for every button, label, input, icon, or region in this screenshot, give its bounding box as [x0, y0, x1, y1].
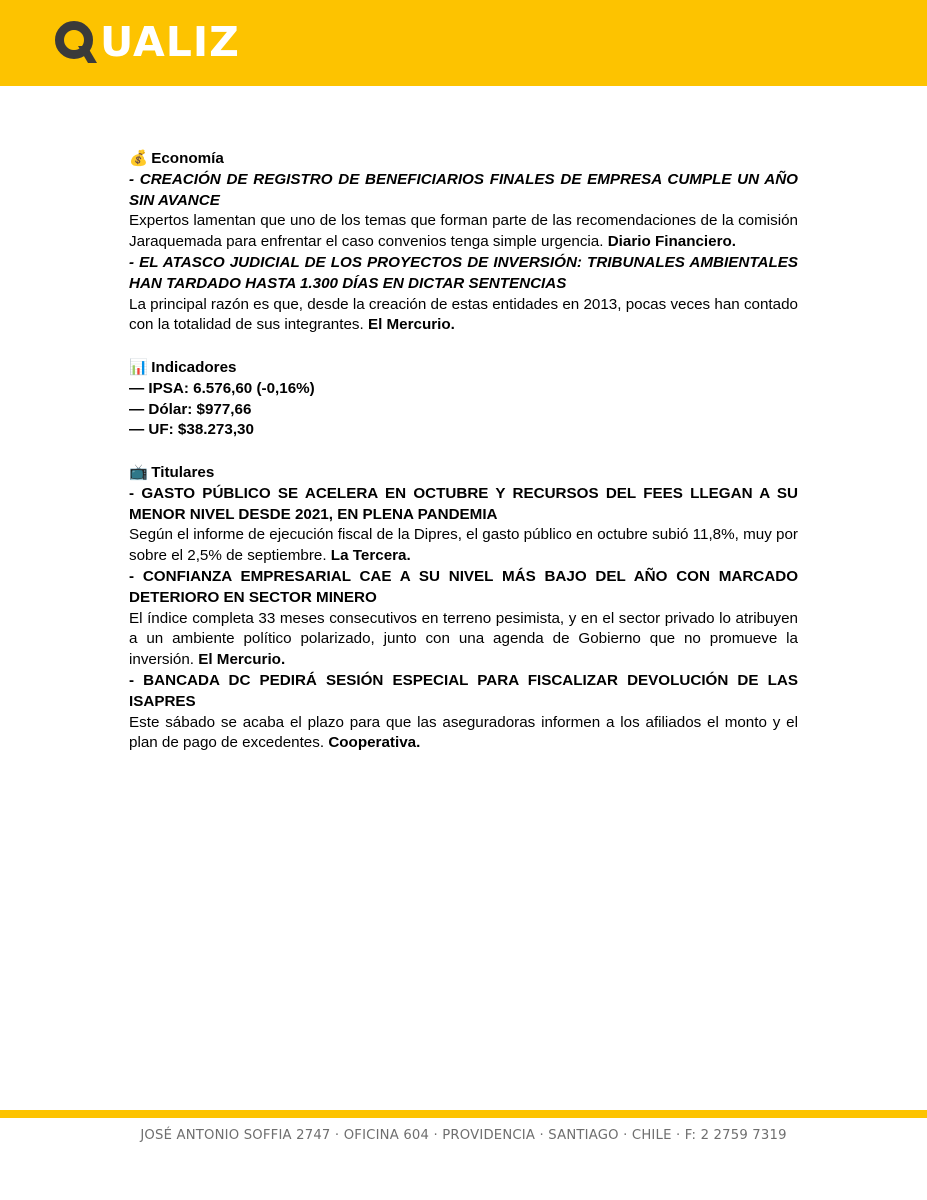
news-headline: - CREACIÓN DE REGISTRO DE BENEFICIARIOS FINALES DE EMPRESA CUMPLE UN AÑO SIN AVANCE — [129, 170, 798, 209]
section-title-text: Indicadores — [151, 358, 237, 376]
news-body: Este sábado se acaba el plazo para que las aseguradoras informen a los afiliados el monto y el plan de pago de excedentes. Cooperativa. — [129, 713, 798, 752]
footer-address: JOSÉ ANTONIO SOFFIA 2747 · OFICINA 604 · PROVIDENCIA · SANTIAGO · CHILE · F: 2 2759 7319 — [140, 1128, 787, 1143]
news-source: Diario Financiero. — [607, 233, 736, 251]
logo-text: UALIZ — [100, 18, 240, 66]
news-body: La principal razón es que, desde la creación de estas entidades en 2013, pocas veces han contado con la totalidad de sus integrantes. El Mercurio. — [129, 295, 798, 334]
news-body: Expertos lamentan que uno de los temas que forman parte de las recomendaciones de la comisión Jaraquemada para enfrentar el caso convenios tenga simple urgencia. Diario Financiero. — [129, 212, 798, 251]
section-indicadores-title — [129, 357, 798, 379]
indicator-uf: — UF: $38.273,30 — [129, 421, 254, 439]
news-source: El Mercurio. — [367, 316, 455, 334]
indicator-ipsa: — IPSA: 6.576,60 (-0,16%) — [129, 379, 315, 397]
section-titulares-title — [129, 462, 798, 484]
news-body: Según el informe de ejecución fiscal de la Dipres, el gasto público en octubre subió 11,8%, muy por sobre el 2,5% de septiembre. La Tercera. — [129, 526, 798, 565]
news-source: La Tercera. — [330, 547, 411, 565]
qualiz-logo — [54, 18, 240, 66]
news-source: El Mercurio. — [198, 651, 286, 669]
section-title-text: Economía — [151, 150, 224, 167]
q-logo-icon — [54, 18, 98, 66]
section-economia-title — [129, 148, 798, 170]
bar-chart-icon: 📊 — [129, 357, 148, 376]
news-headline: - BANCADA DC PEDIRÁ SESIÓN ESPECIAL PARA FISCALIZAR DEVOLUCIÓN DE LAS ISAPRES — [129, 671, 799, 710]
money-bag-icon: 💰 — [129, 149, 148, 167]
television-icon: 📺 — [129, 462, 148, 481]
news-source: Cooperativa. — [328, 734, 421, 752]
footer-divider — [0, 1110, 927, 1118]
spacer — [129, 441, 798, 462]
spacer — [129, 336, 798, 357]
news-headline: - GASTO PÚBLICO SE ACELERA EN OCTUBRE Y RECURSOS DEL FEES LLEGAN A SU MENOR NIVEL DESDE 2021, EN PLENA PANDEMIA — [129, 484, 799, 523]
news-headline: - EL ATASCO JUDICIAL DE LOS PROYECTOS DE INVERSIÓN: TRIBUNALES AMBIENTALES HAN TARDADO HASTA 1.300 DÍAS EN DICTAR SENTENCIAS — [129, 253, 798, 292]
section-title-text: Titulares — [151, 463, 215, 481]
indicator-dolar: — Dólar: $977,66 — [129, 400, 252, 418]
news-headline: - CONFIANZA EMPRESARIAL CAE A SU NIVEL MÁS BAJO DEL AÑO CON MARCADO DETERIORO EN SECTOR MINERO — [129, 567, 799, 606]
newsletter-content — [129, 148, 798, 754]
news-body: El índice completa 33 meses consecutivos en terreno pesimista, y en el sector privado lo atribuyen a un ambiente político polarizado, junto con una agenda de Gobierno que no promueve la inversión. El Mercurio. — [129, 609, 798, 669]
